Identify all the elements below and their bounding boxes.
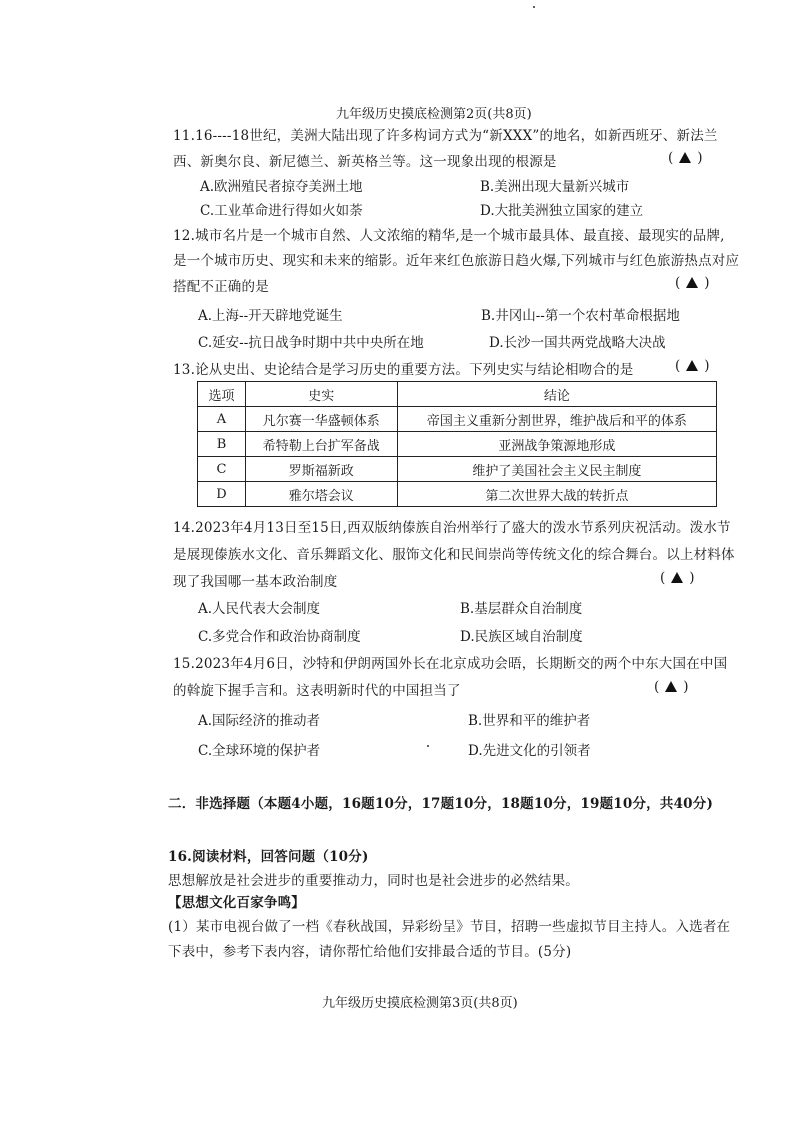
q11-stem-line1: 11.16----18世纪，美洲大陆出现了许多构词方式为“新XXX”的地名，如新西班牙、新法兰 [173, 128, 718, 144]
q15-stem-line1: 15.2023年4月6日，沙特和伊朗两国外长在北京成功会晤，长期断交的两个中东大国在中国 [173, 656, 728, 672]
table-cell: C [198, 457, 246, 482]
q15-option-a: A.国际经济的推动者 [198, 713, 321, 729]
table-header-cell: 选项 [198, 382, 246, 407]
q16-part1-line2: 下表中，参考下表内容，请你帮忙给他们安排最合适的节目。(5分) [168, 944, 572, 960]
table-header-cell: 史实 [245, 382, 397, 407]
scan-speck [533, 6, 535, 8]
table-cell: 雅尔塔会议 [245, 482, 397, 507]
q11-option-a: A.欧洲殖民者掠夺美洲土地 [200, 179, 363, 195]
table-row [198, 407, 717, 432]
scan-speck [427, 745, 429, 747]
table-cell: 希特勒上台扩军备战 [245, 432, 397, 457]
q15-option-c: C.全球环境的保护者 [198, 743, 321, 759]
q13-answer-blank: ( ) [675, 358, 710, 374]
table-header-row [198, 382, 717, 407]
q14-stem-line3: 现了我国哪一基本政治制度 [173, 574, 338, 590]
page-header: 九年级历史摸底检测第2页(共8页) [336, 107, 532, 122]
q13-stem-line1: 13.论从史出、史论结合是学习历史的重要方法。下列史实与结论相吻合的是 [173, 362, 634, 378]
q15-answer-blank: ( ) [654, 679, 689, 695]
q14-option-d: D.民族区域自治制度 [460, 629, 583, 645]
table-row [198, 432, 717, 457]
table-cell: 维护了美国社会主义民主制度 [397, 457, 716, 482]
q12-option-b: B.井冈山--第一个农村革命根据地 [481, 308, 680, 324]
table-cell: 亚洲战争策源地形成 [397, 432, 716, 457]
table-row [198, 457, 717, 482]
q12-answer-blank: ( ) [675, 275, 710, 291]
page-footer: 九年级历史摸底检测第3页(共8页) [322, 996, 518, 1011]
triangle-icon [686, 277, 698, 288]
table-row [198, 482, 717, 507]
q15-option-b: B.世界和平的维护者 [468, 713, 591, 729]
q14-option-b: B.基层群众自治制度 [460, 601, 583, 617]
q12-option-c: C.延安--抗日战争时期中共中央所在地 [198, 335, 424, 351]
q12-stem-line3: 搭配不正确的是 [173, 279, 269, 295]
q14-answer-blank: ( ) [660, 570, 695, 586]
q16-intro: 思想解放是社会进步的重要推动力，同时也是社会进步的必然结果。 [168, 873, 579, 889]
q14-stem-line1: 14.2023年4月13日至15日,西双版纳傣族自治州举行了盛大的泼水节系列庆祝活动。泼水节 [173, 520, 731, 536]
q16-title: 16.阅读材料，回答问题（10分) [168, 849, 369, 865]
table-header-cell: 结论 [397, 382, 716, 407]
table-cell: 第二次世界大战的转折点 [397, 482, 716, 507]
table-cell: B [198, 432, 246, 457]
table-cell: 帝国主义重新分割世界，维护战后和平的体系 [397, 407, 716, 432]
triangle-icon [671, 572, 683, 583]
q12-option-d: D.长沙一国共两党战略大决战 [489, 335, 666, 351]
q12-stem-line1: 12.城市名片是一个城市自然、人文浓缩的精华,是一个城市最具体、最直接、最现实的品牌, [173, 228, 725, 244]
q12-stem-line2: 是一个城市历史、现实和未来的缩影。近年来红色旅游日趋火爆,下列城市与红色旅游热点对应 [173, 253, 740, 269]
q16-subheading: 【思想文化百家争鸣】 [168, 895, 305, 911]
q14-stem-line2: 是展现傣族水文化、音乐舞蹈文化、服饰文化和民间崇尚等传统文化的综合舞台。以上材料体 [173, 547, 735, 563]
q11-option-c: C.工业革命进行得如火如荼 [200, 203, 363, 219]
table-cell: D [198, 482, 246, 507]
q16-part1-line1: (1）某市电视台做了一档《春秋战国，异彩纷呈》节目，招聘一些虚拟节目主持人。入选者在 [168, 919, 731, 935]
q15-option-d: D.先进文化的引领者 [468, 743, 591, 759]
table-cell: 凡尔赛一华盛顿体系 [245, 407, 397, 432]
table-cell: 罗斯福新政 [245, 457, 397, 482]
q15-stem-line2: 的斡旋下握手言和。这表明新时代的中国担当了 [173, 683, 461, 699]
section-2-heading: 二．非选择题（本题4小题，16题10分，17题10分，18题10分，19题10分，共40分) [168, 796, 714, 812]
q11-option-b: B.美洲出现大量新兴城市 [480, 179, 630, 195]
table-cell: A [198, 407, 246, 432]
q13-table [197, 381, 717, 507]
q11-stem-line2: 西、新奥尔良、新尼德兰、新英格兰等。这一现象出现的根源是 [173, 154, 557, 170]
q11-answer-blank: ( ) [668, 150, 703, 166]
q14-option-a: A.人民代表大会制度 [198, 601, 321, 617]
q11-option-d: D.大批美洲独立国家的建立 [480, 203, 644, 219]
triangle-icon [665, 681, 677, 692]
triangle-icon [679, 152, 691, 163]
q14-option-c: C.多党合作和政治协商制度 [198, 629, 361, 645]
q12-option-a: A.上海--开天辟地党诞生 [198, 308, 343, 324]
triangle-icon [686, 360, 698, 371]
